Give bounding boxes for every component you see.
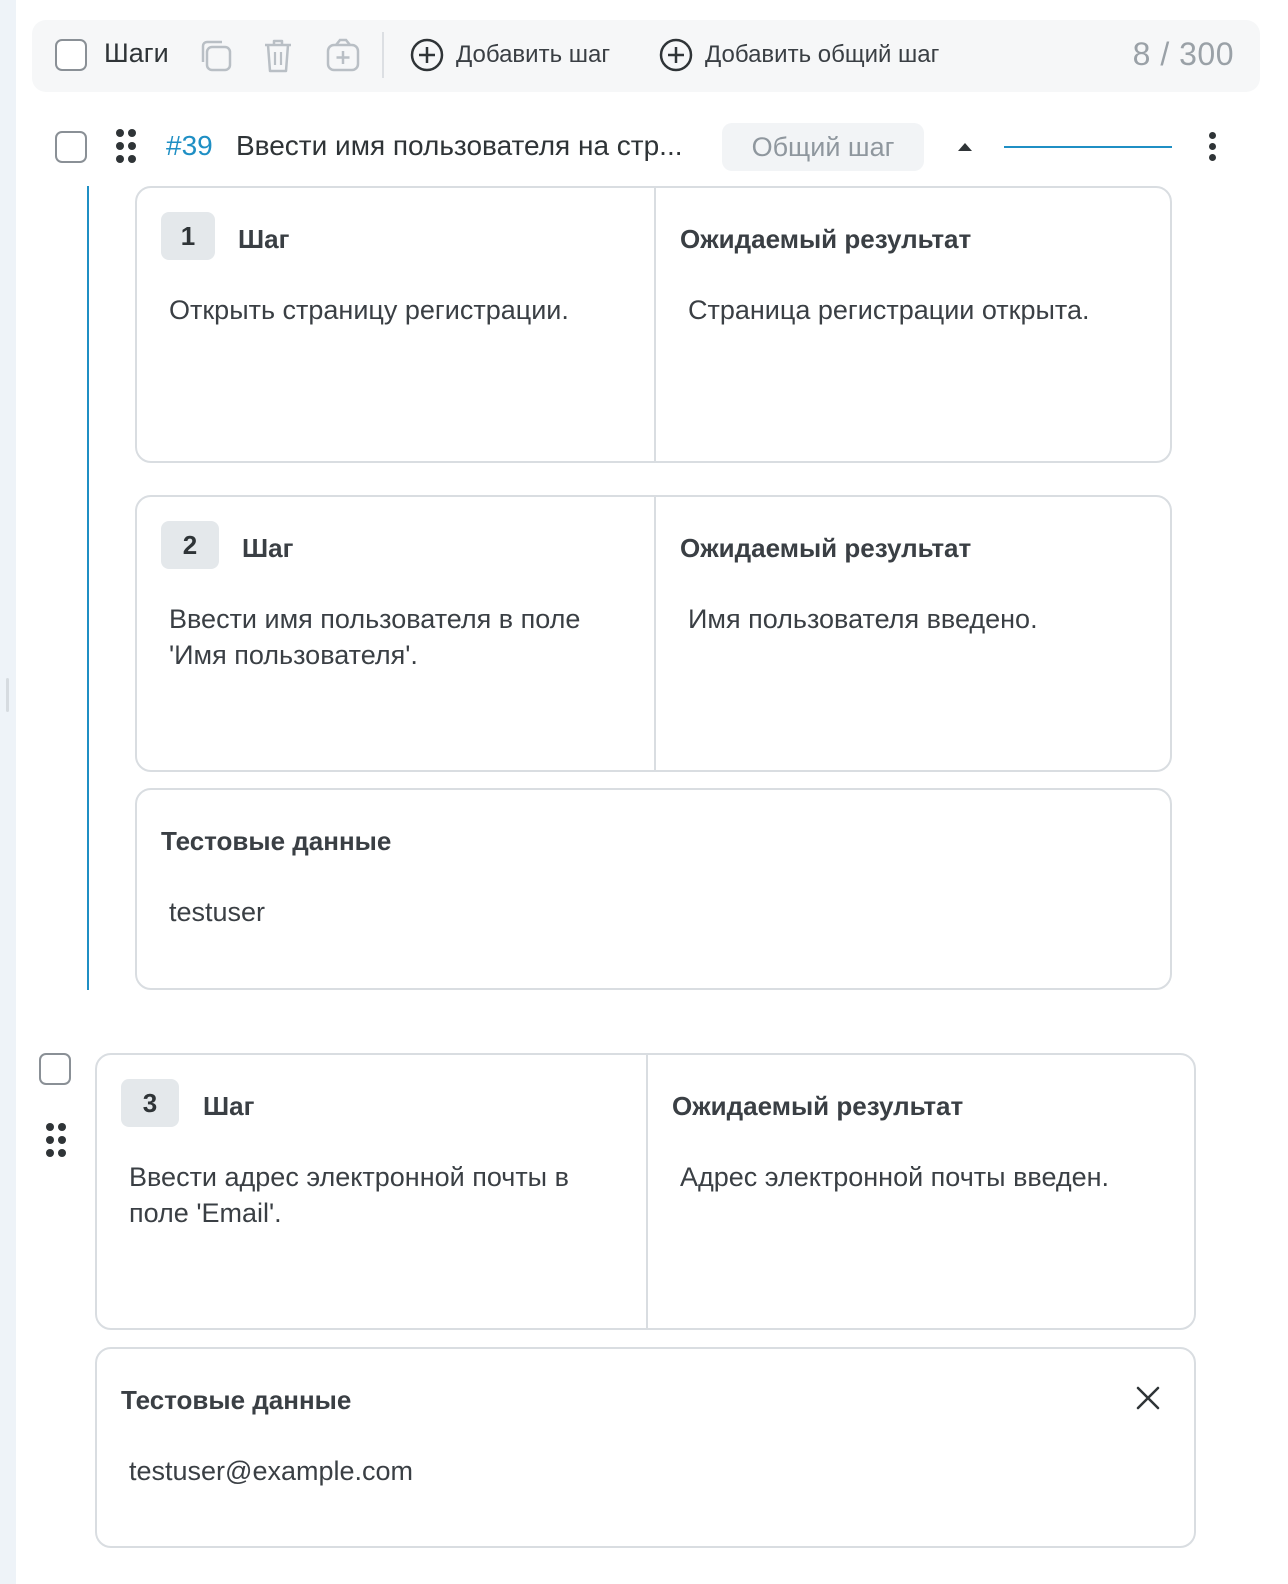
- step-checkbox[interactable]: [39, 1053, 71, 1085]
- test-data-label: Тестовые данные: [121, 1385, 352, 1415]
- test-data-value[interactable]: testuser@example.com: [129, 1456, 414, 1486]
- step-card: [135, 495, 1172, 772]
- shared-step-badge: Общий шаг: [722, 123, 924, 171]
- step-card: [95, 1053, 1196, 1330]
- kebab-icon[interactable]: [1205, 132, 1219, 164]
- step-label: Шаг: [242, 533, 294, 563]
- expected-result-text[interactable]: Адрес электронной почты введен.: [680, 1162, 1110, 1192]
- expected-result-label: Ожидаемый результат: [680, 224, 972, 254]
- copy-icon[interactable]: [198, 38, 234, 74]
- shared-step-title: Ввести имя пользователя на стр...: [236, 130, 683, 161]
- add-step-button[interactable]: [410, 38, 610, 72]
- step-text[interactable]: Ввести адрес электронной почты в поле 'Email'.: [129, 1162, 569, 1228]
- shared-step-ref-link[interactable]: #39: [166, 130, 213, 161]
- shared-step-checkbox[interactable]: [55, 131, 87, 163]
- step-text[interactable]: Открыть страницу регистрации.: [169, 295, 569, 325]
- column-divider: [654, 188, 656, 461]
- drag-handle-icon[interactable]: [45, 1122, 67, 1158]
- caret-up-icon[interactable]: [958, 143, 972, 151]
- plus-circle-icon: [410, 38, 444, 72]
- test-data-value[interactable]: testuser: [169, 897, 266, 927]
- step-label: Шаг: [238, 224, 290, 254]
- add-step-label: Добавить шаг: [456, 41, 611, 68]
- expected-result-label: Ожидаемый результат: [672, 1091, 964, 1121]
- shared-step-underline: [1004, 146, 1172, 148]
- plus-circle-icon: [659, 38, 693, 72]
- step-number-badge: 1: [161, 212, 215, 260]
- step-card: [135, 186, 1172, 463]
- resize-grip[interactable]: [6, 678, 9, 712]
- test-data-label: Тестовые данные: [161, 826, 392, 856]
- column-divider: [654, 497, 656, 770]
- trash-icon[interactable]: [262, 37, 294, 75]
- test-data-card: [135, 788, 1172, 990]
- select-all-checkbox[interactable]: [55, 39, 87, 71]
- add-shared-step-button[interactable]: [659, 38, 939, 72]
- paste-icon[interactable]: [324, 36, 362, 74]
- expected-result-text[interactable]: Страница регистрации открыта.: [688, 295, 1090, 325]
- toolbar-title: Шаги: [104, 38, 169, 68]
- close-icon[interactable]: [1135, 1385, 1161, 1411]
- column-divider: [646, 1055, 648, 1328]
- left-rail: [0, 0, 16, 1584]
- step-label: Шаг: [203, 1091, 255, 1121]
- drag-handle-icon[interactable]: [115, 128, 137, 164]
- toolbar-separator: [382, 32, 384, 78]
- step-text[interactable]: Ввести имя пользователя в поле 'Имя пользователя'.: [169, 604, 581, 670]
- steps-counter: 8 / 300: [1132, 36, 1234, 72]
- step-number-badge: 2: [161, 521, 219, 569]
- shared-step-group-line: [87, 186, 89, 990]
- expected-result-text[interactable]: Имя пользователя введено.: [688, 604, 1038, 634]
- add-shared-step-label: Добавить общий шаг: [705, 41, 940, 68]
- expected-result-label: Ожидаемый результат: [680, 533, 972, 563]
- test-data-card: [95, 1347, 1196, 1548]
- step-number-badge: 3: [121, 1079, 179, 1127]
